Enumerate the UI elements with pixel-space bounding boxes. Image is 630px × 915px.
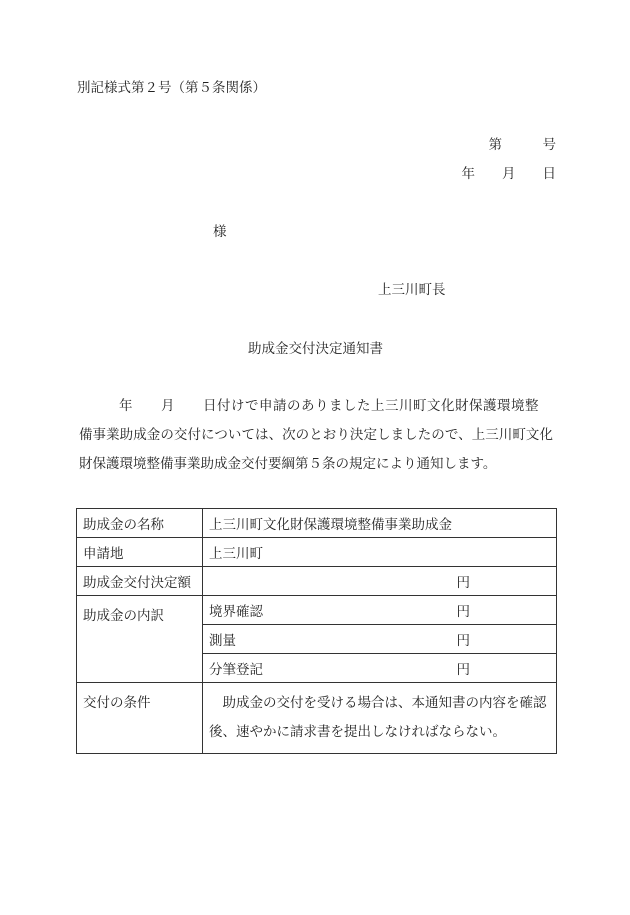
issuer-name: 上三川町長: [378, 282, 446, 298]
breakdown-item: [203, 596, 557, 625]
body-line-text: 年 月 日付けで申請のありました上三川町文化財保護環境整: [119, 398, 539, 414]
grant-details-table: [76, 508, 557, 754]
row-label: 助成金交付決定額: [77, 567, 203, 596]
row-label: 助成金の内訳: [77, 596, 203, 683]
breakdown-item: [203, 654, 557, 683]
condition-line: 助成金の交付を受ける場合は、本通知書の内容を確認: [222, 695, 547, 711]
location-value: 上三川町: [203, 538, 557, 567]
row-label: 申請地: [77, 538, 203, 567]
table-row: [77, 509, 557, 538]
document-date: 年 月 日: [461, 166, 556, 182]
amount-yen-unit: 円: [203, 567, 557, 596]
row-label: 助成金の名称: [77, 509, 203, 538]
breakdown-item: [203, 625, 557, 654]
document-number: 第 号: [488, 137, 556, 153]
table-row: [77, 596, 557, 625]
recipient-honorific: 様: [213, 224, 227, 240]
breakdown-yen-unit: 円: [456, 633, 470, 649]
table-row: [77, 683, 557, 754]
body-line: [79, 392, 553, 421]
breakdown-yen-unit: 円: [456, 662, 470, 678]
body-paragraph: [79, 392, 553, 479]
breakdown-yen-unit: 円: [456, 604, 470, 620]
breakdown-item-label: 測量: [209, 633, 236, 649]
body-line: 財保護環境整備事業助成金交付要綱第５条の規定により通知します。: [79, 456, 497, 472]
table-row: [77, 538, 557, 567]
table-row: [77, 567, 557, 596]
document-title: 助成金交付決定通知書: [248, 341, 383, 357]
body-line: 備事業助成金の交付については、次のとおり決定しましたので、上三川町文化: [79, 427, 553, 443]
breakdown-item-label: 境界確認: [209, 604, 263, 620]
condition-line: 後、速やかに請求書を提出しなければならない。: [209, 724, 506, 740]
condition-text: [203, 683, 557, 754]
row-label: 交付の条件: [77, 683, 203, 754]
breakdown-item-label: 分筆登記: [209, 662, 263, 678]
grant-name-value: 上三川町文化財保護環境整備事業助成金: [203, 509, 557, 538]
form-label: 別記様式第２号（第５条関係）: [77, 80, 266, 96]
